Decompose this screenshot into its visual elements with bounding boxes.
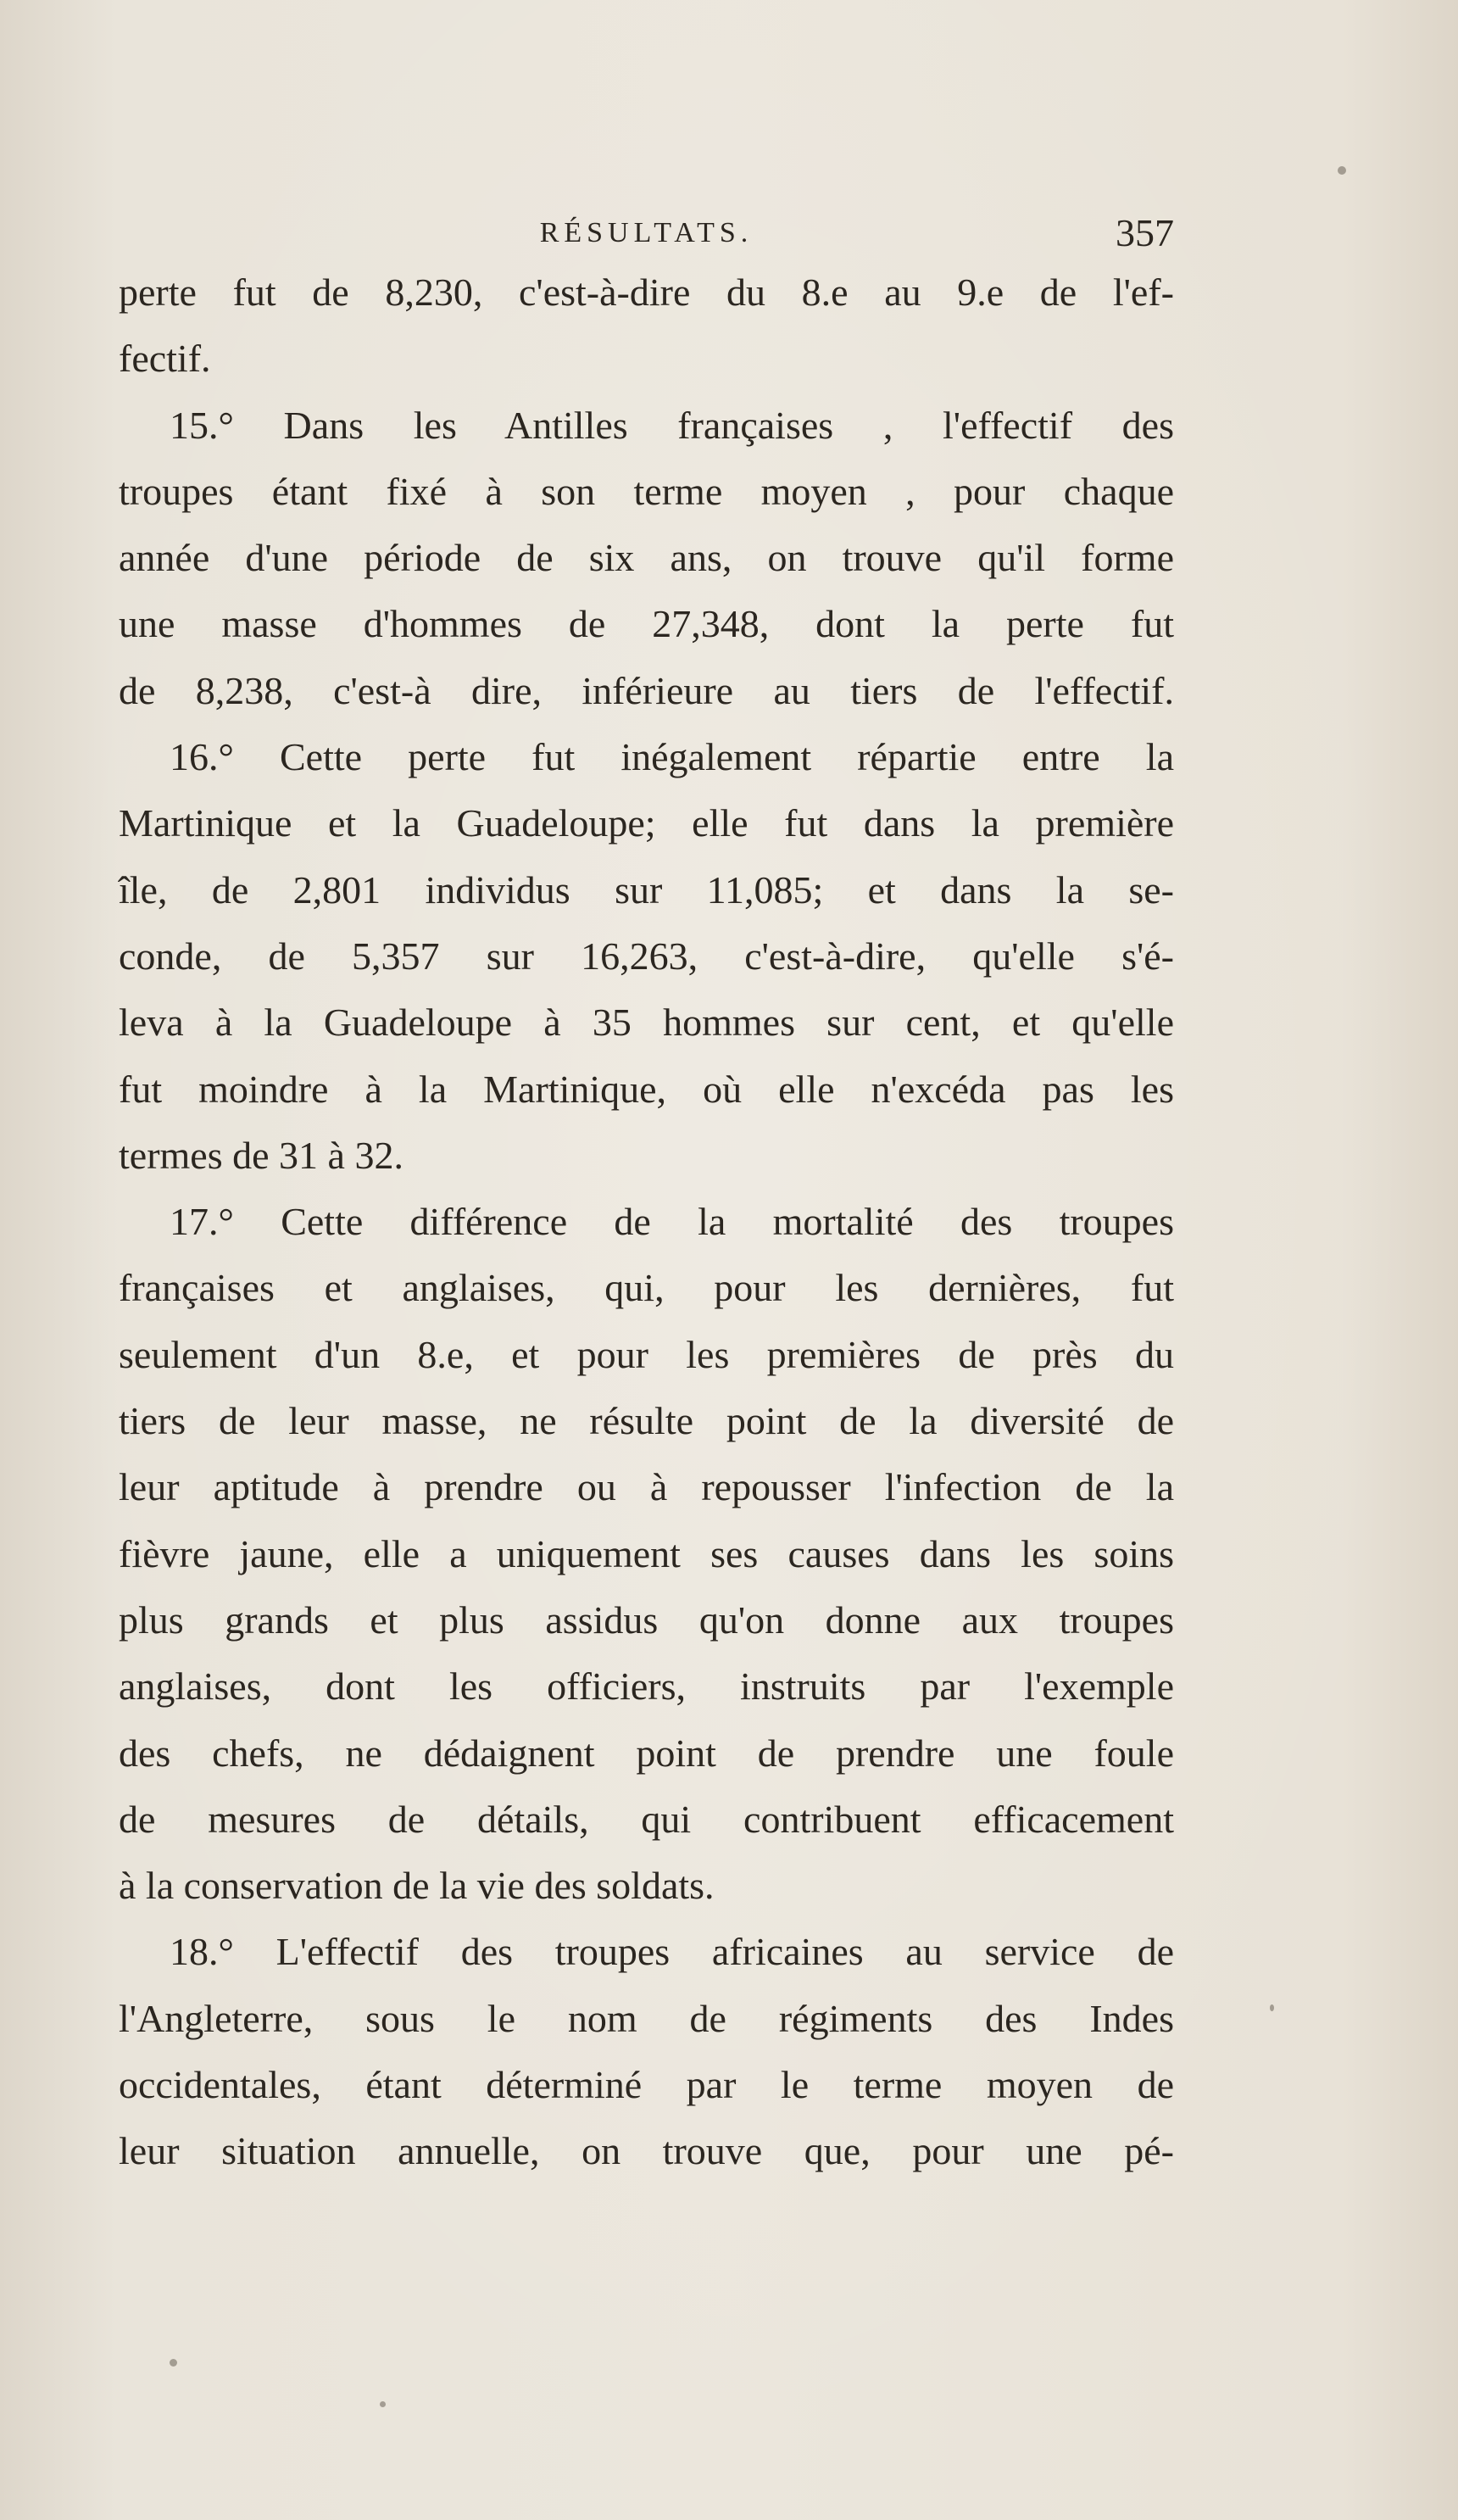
text-line: Martinique et la Guadeloupe; elle fut dans la première (119, 801, 1174, 845)
paper-speck (1338, 166, 1346, 175)
text-line: l'Angleterre, sous le nom de régiments des Indes (119, 1996, 1174, 2040)
text-line: de mesures de détails, qui contribuent efficacement (119, 1797, 1174, 1841)
text-line: occidentales, étant déterminé par le terme moyen de (119, 2063, 1174, 2107)
text-line: des chefs, ne dédaignent point de prendre une foule (119, 1731, 1174, 1775)
paragraph-first-line: 17.° Cette différence de la mortalité des troupes (170, 1200, 1174, 1244)
text-line: fut moindre à la Martinique, où elle n'excéda pas les (119, 1067, 1174, 1111)
paragraph-first-line: 16.° Cette perte fut inégalement répartie entre la (170, 735, 1174, 779)
running-title: RÉSULTATS. (539, 217, 754, 248)
text-line: tiers de leur masse, ne résulte point de la diversité de (119, 1399, 1174, 1443)
page-number: 357 (1116, 211, 1174, 254)
paper-speck (170, 2359, 177, 2367)
text-line: fièvre jaune, elle a uniquement ses causes dans les soins (119, 1531, 1174, 1575)
text-line: fectif. (119, 337, 211, 381)
paragraph-first-line: 15.° Dans les Antilles françaises , l'effectif des (170, 403, 1174, 447)
text-line: termes de 31 à 32. (119, 1133, 403, 1177)
text-line: perte fut de 8,230, c'est-à-dire du 8.e au 9.e de l'ef- (119, 270, 1174, 314)
text-line: leur aptitude à prendre ou à repousser l'infection de la (119, 1465, 1174, 1509)
text-line: année d'une période de six ans, on trouve qu'il forme (119, 536, 1174, 580)
text-line: seulement d'un 8.e, et pour les premières de près du (119, 1332, 1174, 1376)
text-line: de 8,238, c'est-à dire, inférieure au tiers de l'effectif. (119, 668, 1174, 712)
body-text (119, 259, 1174, 2185)
paragraph-first-line: 18.° L'effectif des troupes africaines au service de (170, 1930, 1174, 1974)
text-line: île, de 2,801 individus sur 11,085; et dans la se- (119, 867, 1174, 912)
paper-speck (380, 2401, 386, 2407)
text-line: anglaises, dont les officiers, instruits par l'exemple (119, 1664, 1174, 1709)
paper-speck (1270, 2004, 1274, 2011)
text-line: troupes étant fixé à son terme moyen , pour chaque (119, 469, 1174, 513)
text-line: plus grands et plus assidus qu'on donne aux troupes (119, 1597, 1174, 1642)
text-line: à la conservation de la vie des soldats. (119, 1864, 715, 1908)
text-line: leva à la Guadeloupe à 35 hommes sur cent, et qu'elle (119, 1001, 1174, 1045)
text-line: leur situation annuelle, on trouve que, pour une pé- (119, 2129, 1174, 2173)
text-line: françaises et anglaises, qui, pour les dernières, fut (119, 1266, 1174, 1310)
page-header (119, 210, 1174, 261)
text-line: une masse d'hommes de 27,348, dont la perte fut (119, 602, 1174, 646)
text-line: conde, de 5,357 sur 16,263, c'est-à-dire, qu'elle s'é- (119, 934, 1174, 978)
